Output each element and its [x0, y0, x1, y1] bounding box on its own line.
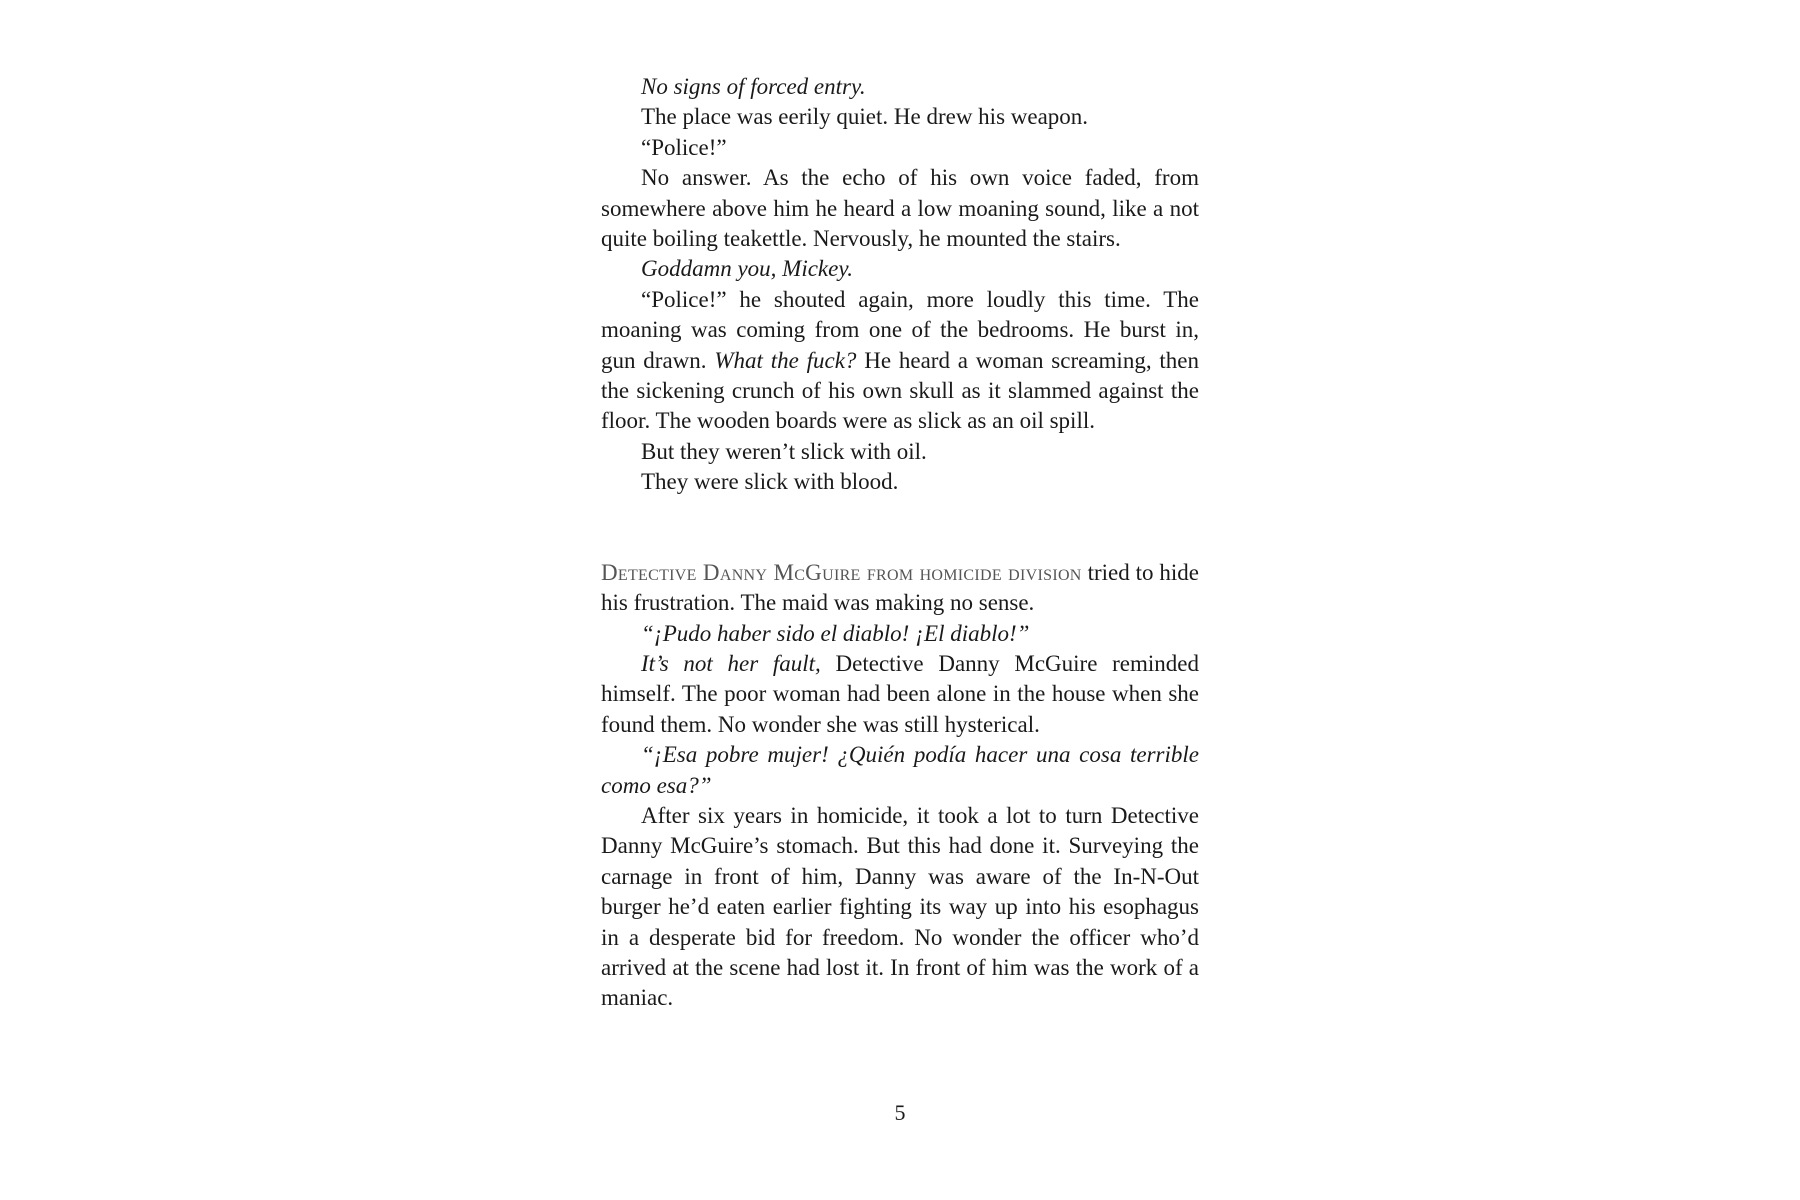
paragraph-goddamn	[601, 254, 1199, 284]
paragraph-forced-entry	[601, 72, 1199, 102]
paragraph-not-her-fault	[601, 649, 1199, 740]
paragraph-blood: They were slick with blood.	[641, 469, 899, 495]
paragraph-text-part: Detective Danny McGuire reminded himself. The poor woman had been alone in the house when she found them. No wonder she was still hysterical.	[601, 650, 1199, 737]
italic-quote: “¡Esa pobre mujer! ¿Quién podía hacer una cosa terrible como esa?”	[601, 742, 1199, 798]
italic-quote: “¡Pudo haber sido el diablo! ¡El diablo!”	[641, 620, 1030, 646]
paragraph-spanish-quote-2	[601, 740, 1199, 801]
paragraph-text-part: He heard a woman screaming, then the sickening crunch of his own skull as it slammed against the floor. The wooden boards were as slick as an oil spill.	[601, 347, 1199, 434]
page-number: 5	[894, 1100, 906, 1125]
italic-thought: What the fuck?	[714, 347, 857, 373]
paragraph-not-oil: But they weren’t slick with oil.	[641, 438, 927, 464]
paragraph-detective-intro	[601, 558, 1199, 619]
book-page-text	[601, 72, 1199, 1014]
italic-thought: Goddamn you, Mickey.	[641, 256, 854, 282]
section-break	[601, 498, 1199, 558]
paragraph-police-again	[601, 285, 1199, 437]
small-caps-lead-in: Detective Danny McGuire from homicide division	[601, 559, 1082, 585]
paragraph-police-shout: “Police!”	[641, 134, 727, 160]
paragraph-no-answer: No answer. As the echo of his own voice faded, from somewhere above him he heard a low moaning sound, like a not quite boiling teakettle. Nervously, he mounted the stairs.	[601, 165, 1199, 252]
paragraph-quiet: The place was eerily quiet. He drew his weapon.	[641, 104, 1089, 130]
paragraph-six-years: After six years in homicide, it took a lot to turn Detective Danny McGuire’s stomach. But this had done it. Surveying the carnage in front of him, Danny was aware of the In-N-Out burger he’d eaten earlier fighting its way up into his esophagus in a desperate bid for freedom. No wonder the officer who’d arrived at the scene had lost it. In front of him was the work of a maniac.	[601, 802, 1199, 1011]
paragraph-text-part: tried to hide his frustration. The maid was making no sense.	[601, 559, 1200, 616]
italic-thought: It’s not her fault,	[641, 650, 821, 676]
paragraph-spanish-quote-1	[601, 619, 1199, 649]
paragraph-text-part: “Police!” he shouted again, more loudly this time. The moaning was coming from one of the bedrooms. He burst in, gun drawn.	[601, 286, 1199, 373]
italic-thought: No signs of forced entry.	[641, 74, 866, 99]
